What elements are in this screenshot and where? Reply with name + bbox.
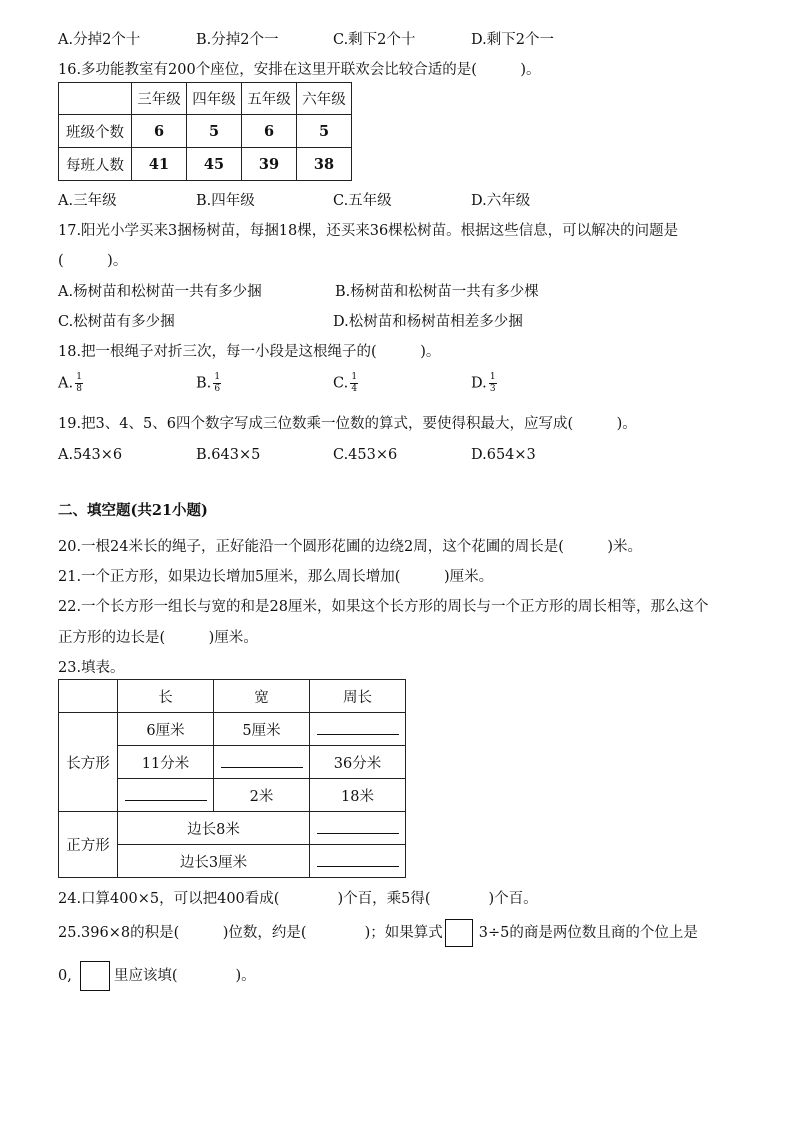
q16-stem: 16.多功能教室有200个座位，安排在这里开联欢会比较合适的是( )。 bbox=[58, 62, 541, 78]
q15-option-a: A.分掉2个十 bbox=[58, 32, 141, 48]
answer-blank[interactable] bbox=[317, 720, 399, 735]
q18-stem: 18.把一根绳子对折三次，每一小段是这根绳子的( )。 bbox=[58, 344, 441, 360]
q20-stem: 20.一根24米长的绳子，正好能沿一个圆形花圃的边绕2周，这个花圃的周长是( )米。 bbox=[58, 539, 643, 555]
q17-option-b: B.杨树苗和松树苗一共有多少棵 bbox=[335, 284, 539, 300]
q19-option-c: C.453×6 bbox=[333, 447, 398, 463]
q23-answer-cell[interactable] bbox=[310, 812, 406, 845]
q23-cell: 18米 bbox=[310, 779, 406, 812]
q17-option-c: C.松树苗有多少捆 bbox=[58, 314, 175, 330]
q25-stem-cont bbox=[58, 961, 256, 991]
q16-cell: 5 bbox=[187, 115, 242, 148]
section-title: 二、填空题(共21小题) bbox=[58, 502, 208, 519]
q19-option-b: B.643×5 bbox=[196, 447, 261, 463]
q16-cell: 6 bbox=[242, 115, 297, 148]
numerator: 1 bbox=[76, 372, 82, 382]
numerator: 1 bbox=[214, 372, 221, 382]
q16-cell: 6 bbox=[132, 115, 187, 148]
numerator: 1 bbox=[489, 372, 496, 382]
q23-rect-label: 长方形 bbox=[59, 713, 118, 812]
option-label: B. bbox=[196, 375, 212, 392]
q16-table bbox=[58, 82, 352, 181]
q15-option-b: B.分掉2个一 bbox=[196, 32, 279, 48]
q23-answer-cell[interactable] bbox=[214, 746, 310, 779]
q19-option-a: A.543×6 bbox=[58, 447, 123, 463]
q23-table bbox=[58, 679, 406, 878]
denominator: 6 bbox=[214, 384, 221, 394]
q16-cell: 5 bbox=[297, 115, 352, 148]
q19-stem: 19.把3、4、5、6四个数字写成三位数乘一位数的算式，要使得积最大，应写成( )。 bbox=[58, 416, 637, 432]
fraction bbox=[350, 373, 358, 394]
q16-header-cell: 三年级 bbox=[132, 83, 187, 115]
q17-option-a: A.杨树苗和松树苗一共有多少捆 bbox=[58, 284, 262, 300]
q23-answer-cell[interactable] bbox=[310, 713, 406, 746]
q15-option-d: D.剩下2个一 bbox=[471, 32, 554, 48]
option-label: D. bbox=[471, 375, 487, 392]
fraction bbox=[75, 373, 83, 394]
q16-cell: 45 bbox=[187, 148, 242, 181]
numerator: 1 bbox=[351, 372, 358, 382]
q25-part1: 25.396×8的积是( )位数，约是( )；如果算式 bbox=[58, 925, 443, 941]
q25-answer-box[interactable] bbox=[445, 919, 473, 947]
q22-stem: 22.一个长方形一组长与宽的和是28厘米，如果这个长方形的周长与一个正方形的周长相等，那么这个 bbox=[58, 599, 709, 615]
q18-option-a bbox=[58, 373, 83, 394]
q17-option-d: D.松树苗和杨树苗相差多少捆 bbox=[333, 314, 523, 330]
q18-option-d bbox=[471, 373, 497, 394]
q16-option-b: B.四年级 bbox=[196, 193, 255, 209]
q21-stem: 21.一个正方形，如果边长增加5厘米，那么周长增加( )厘米。 bbox=[58, 569, 494, 585]
q23-cell: 6厘米 bbox=[118, 713, 214, 746]
q25-stem bbox=[58, 919, 698, 947]
q23-cell: 5厘米 bbox=[214, 713, 310, 746]
q25-answer-box-2[interactable] bbox=[80, 961, 110, 991]
q16-cell: 41 bbox=[132, 148, 187, 181]
answer-blank[interactable] bbox=[125, 786, 207, 801]
fraction bbox=[489, 373, 497, 394]
option-label: C. bbox=[333, 375, 349, 392]
q16-cell: 38 bbox=[297, 148, 352, 181]
q16-header-cell: 四年级 bbox=[187, 83, 242, 115]
q16-header-cell: 五年级 bbox=[242, 83, 297, 115]
q15-option-c: C.剩下2个十 bbox=[333, 32, 416, 48]
q18-option-b bbox=[196, 373, 221, 394]
q23-answer-cell[interactable] bbox=[310, 845, 406, 878]
q17-stem-cont: ( )。 bbox=[58, 253, 128, 269]
option-label: A. bbox=[58, 375, 74, 392]
q23-square-label: 正方形 bbox=[59, 812, 118, 878]
q24-stem: 24.口算400×5，可以把400看成( )个百，乘5得( )个百。 bbox=[58, 891, 538, 907]
fraction bbox=[213, 373, 221, 394]
q23-header-cell: 周长 bbox=[310, 680, 406, 713]
q23-cell: 11分米 bbox=[118, 746, 214, 779]
answer-blank[interactable] bbox=[317, 852, 399, 867]
q16-cell: 39 bbox=[242, 148, 297, 181]
q23-answer-cell[interactable] bbox=[118, 779, 214, 812]
q19-option-d: D.654×3 bbox=[471, 447, 536, 463]
q16-option-d: D.六年级 bbox=[471, 193, 531, 209]
q23-cell: 边长3厘米 bbox=[118, 845, 310, 878]
q25-line2b: 里应该填( )。 bbox=[113, 968, 256, 984]
q22-stem-cont: 正方形的边长是( )厘米。 bbox=[58, 630, 258, 646]
q25-part2: 3÷5的商是两位数且商的个位上是 bbox=[478, 925, 698, 941]
q18-option-c bbox=[333, 373, 358, 394]
denominator: 4 bbox=[351, 384, 358, 394]
answer-blank[interactable] bbox=[317, 819, 399, 834]
q16-row-label: 班级个数 bbox=[59, 115, 132, 148]
q23-cell: 2米 bbox=[214, 779, 310, 812]
q23-header-cell: 长 bbox=[118, 680, 214, 713]
denominator: 3 bbox=[489, 384, 496, 394]
q23-header-cell: 宽 bbox=[214, 680, 310, 713]
q16-option-a: A.三年级 bbox=[58, 193, 117, 209]
q16-header-cell bbox=[59, 83, 132, 115]
q16-option-c: C.五年级 bbox=[333, 193, 392, 209]
answer-blank[interactable] bbox=[221, 753, 303, 768]
denominator: 8 bbox=[76, 384, 82, 394]
q25-line2a: 0, bbox=[58, 968, 72, 984]
q23-corner-cell bbox=[59, 680, 118, 713]
q23-cell: 36分米 bbox=[310, 746, 406, 779]
q23-stem: 23.填表。 bbox=[58, 660, 125, 676]
q23-cell: 边长8米 bbox=[118, 812, 310, 845]
q16-header-cell: 六年级 bbox=[297, 83, 352, 115]
q17-stem: 17.阳光小学买来3捆杨树苗，每捆18棵，还买来36棵松树苗。根据这些信息，可以解决的问题是 bbox=[58, 223, 679, 239]
q16-row-label: 每班人数 bbox=[59, 148, 132, 181]
